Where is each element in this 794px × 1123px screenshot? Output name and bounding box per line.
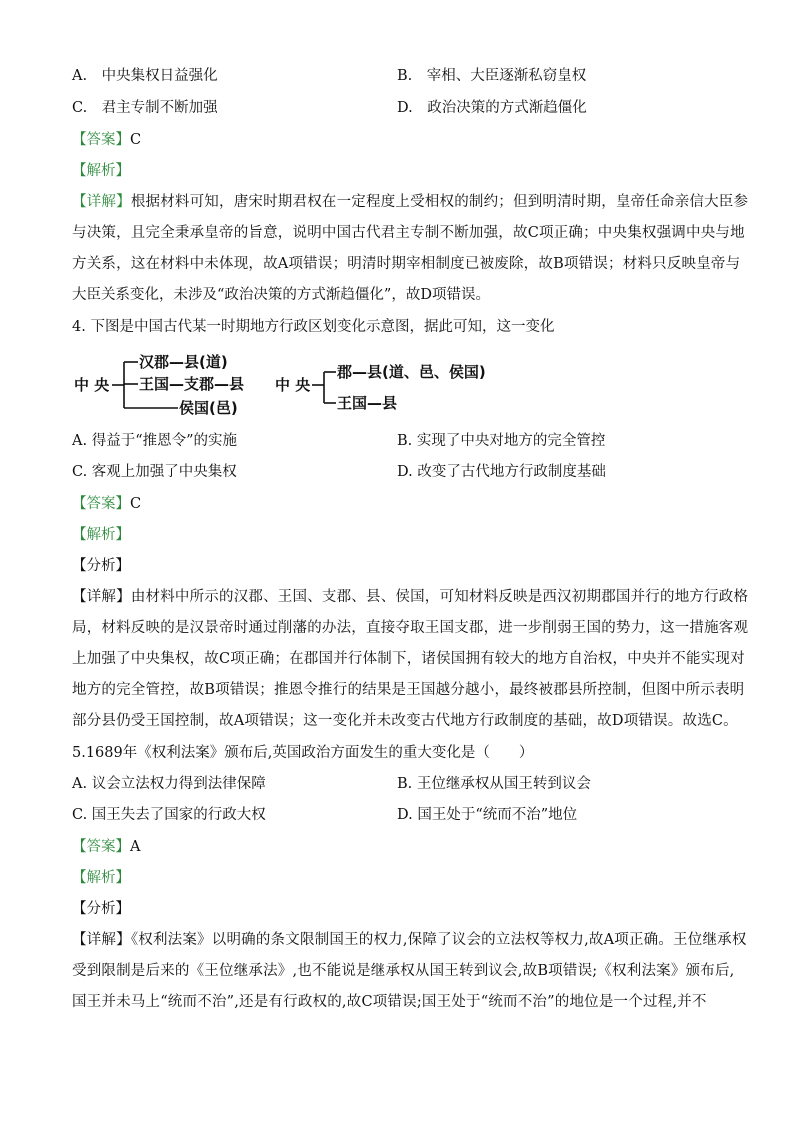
q4-fenxi-tag — [72, 556, 130, 576]
diagram-left-branch-2: 王国—支郡—县 — [139, 375, 245, 393]
detail-text: 根据材料可知，唐宋时期君权在一定程度上受相权的制约；但到明清时期，皇帝任命亲信大臣参 — [130, 194, 749, 210]
analysis-tag: 【解析】 — [72, 870, 130, 886]
q5-answer — [72, 837, 140, 857]
q3-option-b: B. 宰相、大臣逐渐私窃皇权 — [397, 68, 587, 84]
detail-tag: 【详解】 — [72, 589, 131, 605]
q3-option-a: A. 中央集权日益强化 — [72, 68, 218, 84]
q3-answer — [72, 130, 141, 150]
answer-tag: 【答案】 — [72, 496, 130, 512]
diagram-left-root: 中 央 — [74, 376, 110, 394]
fenxi-tag: 【分析】 — [72, 558, 130, 574]
q5-detail-line-1 — [72, 930, 747, 950]
q4-detail-line-1 — [72, 587, 749, 607]
q4-option-b: B. 实现了中央对地方的完全管控 — [397, 433, 606, 449]
answer-tag: 【答案】 — [72, 132, 130, 148]
q3-detail-line-4: 大臣关系变化，未涉及“政治决策的方式渐趋僵化”，故D项错误。 — [72, 287, 490, 303]
q4-option-c: C. 客观上加强了中央集权 — [72, 464, 237, 480]
answer-value: C — [130, 132, 142, 148]
q4-detail-line-3: 上加强了中央集权，故C项正确；在郡国并行体制下，诸侯国拥有较大的地方自治权，中央并不能实现对 — [72, 651, 745, 667]
q5-detail-line-2: 受到限制是后来的《王位继承法》,也不能说是继承权从国王转到议会,故B项错误;《权利法案》颁布后, — [72, 963, 735, 979]
q5-option-a: A. 议会立法权力得到法律保障 — [72, 776, 266, 792]
diagram-right-branch-1: 郡—县(道、邑、侯国) — [337, 363, 486, 381]
diagram-left-branch-3: 侯国(邑) — [179, 399, 238, 417]
q3-option-c: C. 君主专制不断加强 — [72, 100, 218, 116]
q4-detail-line-2: 局，材料反映的是汉景帝时通过削藩的办法，直接夺取王国支郡，进一步削弱王国的势力，这一措施客观 — [72, 620, 749, 636]
q4-option-a: A. 得益于“推恩令”的实施 — [72, 433, 238, 449]
q5-fenxi-tag — [72, 899, 130, 919]
answer-tag: 【答案】 — [72, 839, 130, 855]
detail-text: 由材料中所示的汉郡、王国、支郡、县、侯国，可知材料反映是西汉初期郡国并行的地方行政格 — [130, 589, 749, 605]
detail-tag: 【详解】 — [72, 194, 131, 210]
q5-option-c: C. 国王失去了国家的行政大权 — [72, 807, 266, 823]
analysis-tag: 【解析】 — [72, 527, 130, 543]
analysis-tag: 【解析】 — [72, 163, 130, 179]
detail-tag: 【详解】 — [72, 932, 131, 948]
q4-stem: 4. 下图是中国古代某一时期地方行政区划变化示意图，据此可知，这一变化 — [72, 319, 555, 335]
q4-detail-line-5: 部分县仍受王国控制，故A项错误；这一变化并未改变古代地方行政制度的基础，故D项错误。故选C。 — [72, 713, 738, 729]
diagram-right-root: 中 央 — [275, 376, 311, 394]
q3-analysis-tag — [72, 161, 130, 181]
answer-value: C — [130, 496, 142, 512]
q4-analysis-tag — [72, 525, 130, 545]
q3-detail-line-3: 方关系，这在材料中未体现，故A项错误；明清时期宰相制度已被废除，故B项错误；材料只反映皇帝与 — [72, 256, 741, 272]
fenxi-tag: 【分析】 — [72, 901, 130, 917]
q5-option-b: B. 王位继承权从国王转到议会 — [397, 776, 591, 792]
q3-detail-line-1 — [72, 192, 749, 212]
q5-stem: 5.1689年《权利法案》颁布后,英国政治方面发生的重大变化是（ ） — [72, 745, 534, 761]
q3-detail-line-2: 与决策，且完全秉承皇帝的旨意，说明中国古代君主专制不断加强，故C项正确；中央集权强调中央与地 — [72, 225, 745, 241]
q5-detail-line-3: 国王并未马上“统而不治”,还是有行政权的,故C项错误;国王处于“统而不治”的地位是一个过程,并不 — [72, 994, 707, 1010]
diagram-left-branch-1: 汉郡—县(道) — [139, 353, 228, 371]
q5-analysis-tag — [72, 868, 130, 888]
detail-text: 《权利法案》以明确的条文限制国王的权力,保障了议会的立法权等权力,故A项正确。王位继承权 — [130, 932, 747, 948]
answer-value: A — [130, 839, 141, 855]
q4-option-d: D. 改变了古代地方行政制度基础 — [397, 464, 606, 480]
q3-option-d: D. 政治决策的方式渐趋僵化 — [397, 100, 587, 116]
admin-division-diagram — [72, 348, 512, 418]
q5-option-d: D. 国王处于“统而不治”地位 — [397, 807, 578, 823]
q4-detail-line-4: 地方的完全管控，故B项错误；推恩令推行的结果是王国越分越小，最终被郡县所控制，但图中所示表明 — [72, 682, 745, 698]
q4-answer — [72, 494, 141, 514]
diagram-right-branch-2: 王国—县 — [337, 394, 398, 412]
